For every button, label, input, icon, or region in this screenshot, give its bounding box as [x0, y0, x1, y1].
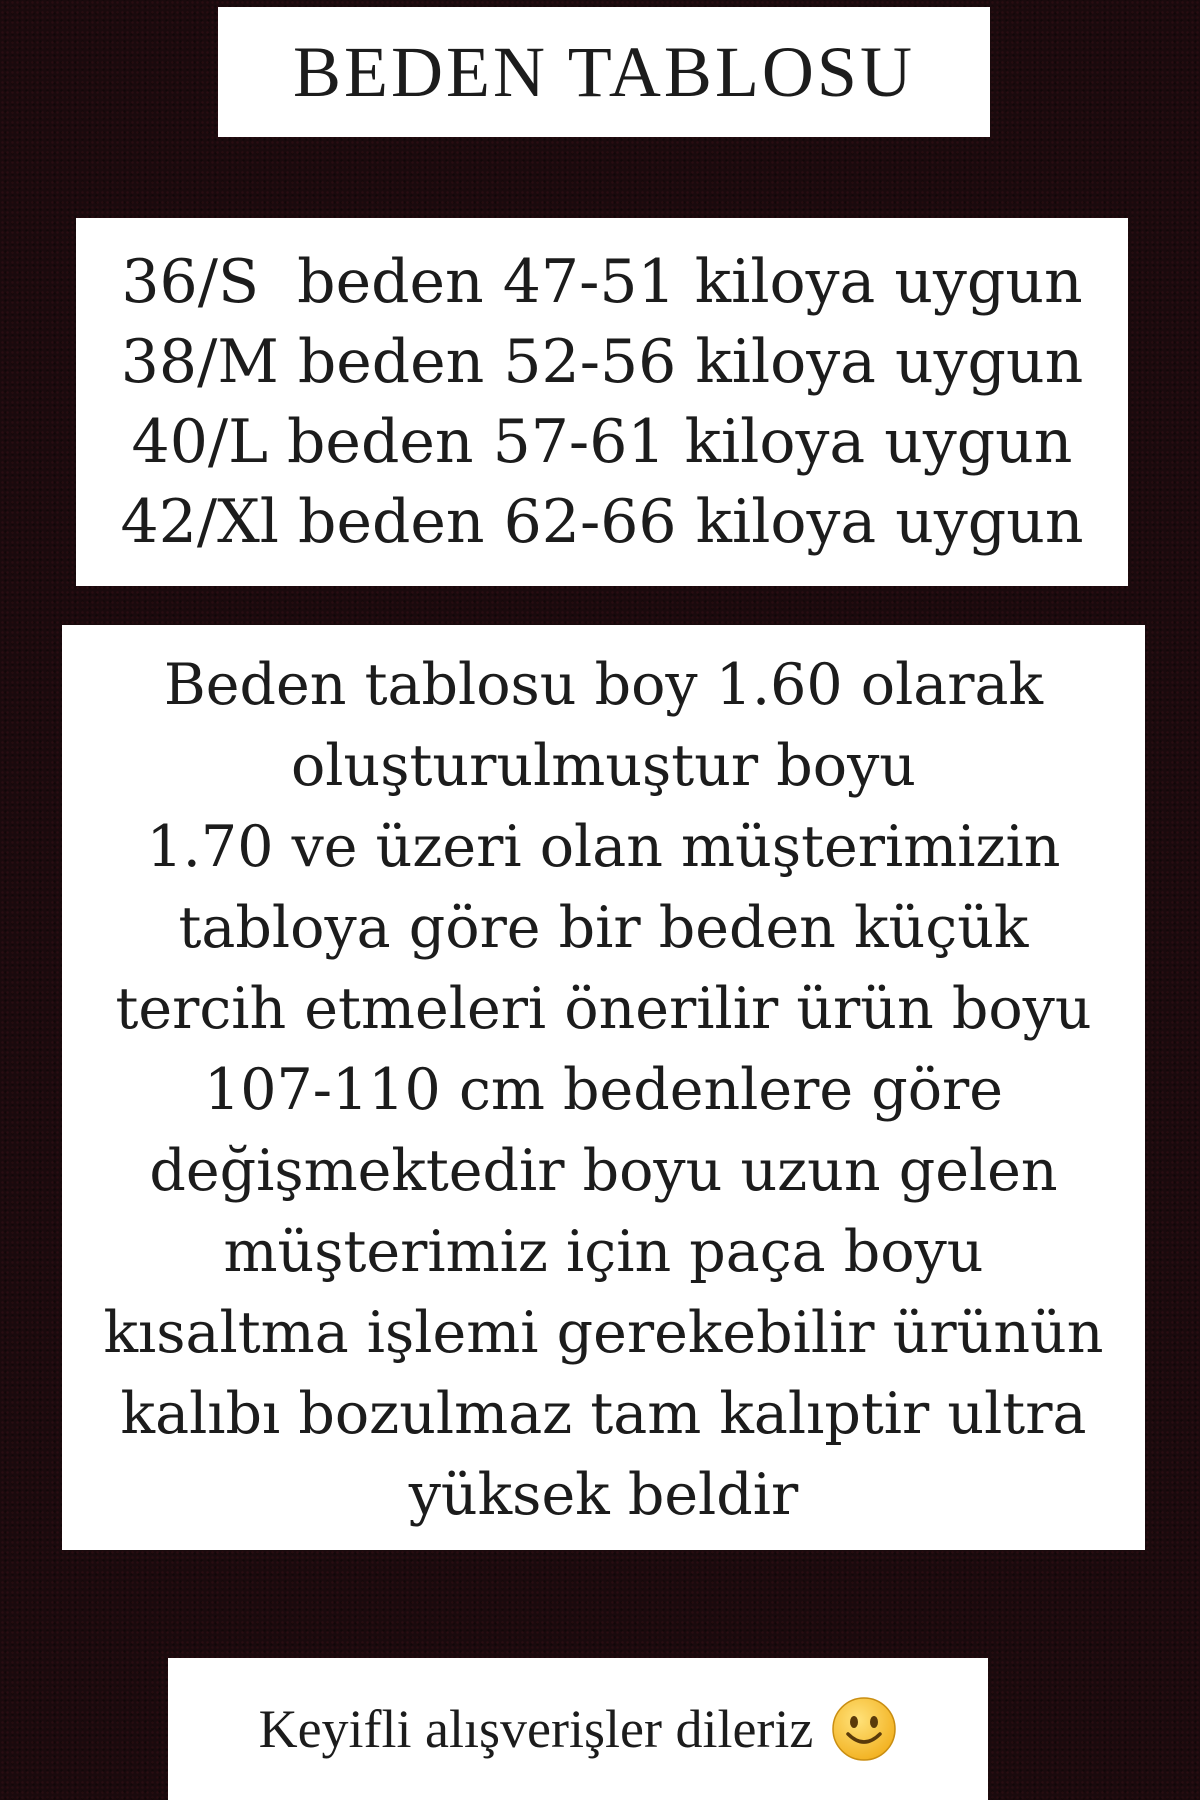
- size-row-xl: 42/Xl beden 62-66 kiloya uygun: [120, 487, 1084, 557]
- footer-panel: [168, 1658, 988, 1800]
- info-line: yüksek beldir: [408, 1461, 799, 1528]
- info-line: 107-110 cm bedenlere göre: [203, 1056, 1004, 1123]
- info-line: müşterimiz için paça boyu: [223, 1218, 984, 1285]
- info-line: tabloya göre bir beden küçük: [178, 894, 1029, 961]
- footer-row: [259, 1696, 898, 1762]
- info-line: oluşturulmuştur boyu: [290, 732, 917, 799]
- footer-message: Keyifli alışverişler dileriz: [258, 1699, 814, 1759]
- size-row-l: 40/L beden 57-61 kiloya uygun: [131, 407, 1073, 477]
- size-table-panel: [76, 218, 1128, 586]
- info-line: 1.70 ve üzeri olan müşterimizin: [146, 813, 1061, 880]
- title-panel: [218, 7, 990, 137]
- size-row-m: 38/M beden 52-56 kiloya uygun: [120, 327, 1084, 397]
- page-title: BEDEN TABLOSU: [293, 31, 915, 112]
- info-line: kalıbı bozulmaz tam kalıptir ultra: [120, 1380, 1087, 1447]
- info-line: değişmektedir boyu uzun gelen: [149, 1137, 1058, 1204]
- info-line: tercih etmeleri önerilir ürün boyu: [115, 975, 1092, 1042]
- smiley-face-icon: [831, 1696, 897, 1762]
- size-row-s: 36/S beden 47-51 kiloya uygun: [121, 247, 1083, 317]
- info-line: Beden tablosu boy 1.60 olarak: [163, 651, 1044, 718]
- info-panel: [62, 625, 1145, 1550]
- info-line: kısaltma işlemi gerekebilir ürünün: [103, 1299, 1104, 1366]
